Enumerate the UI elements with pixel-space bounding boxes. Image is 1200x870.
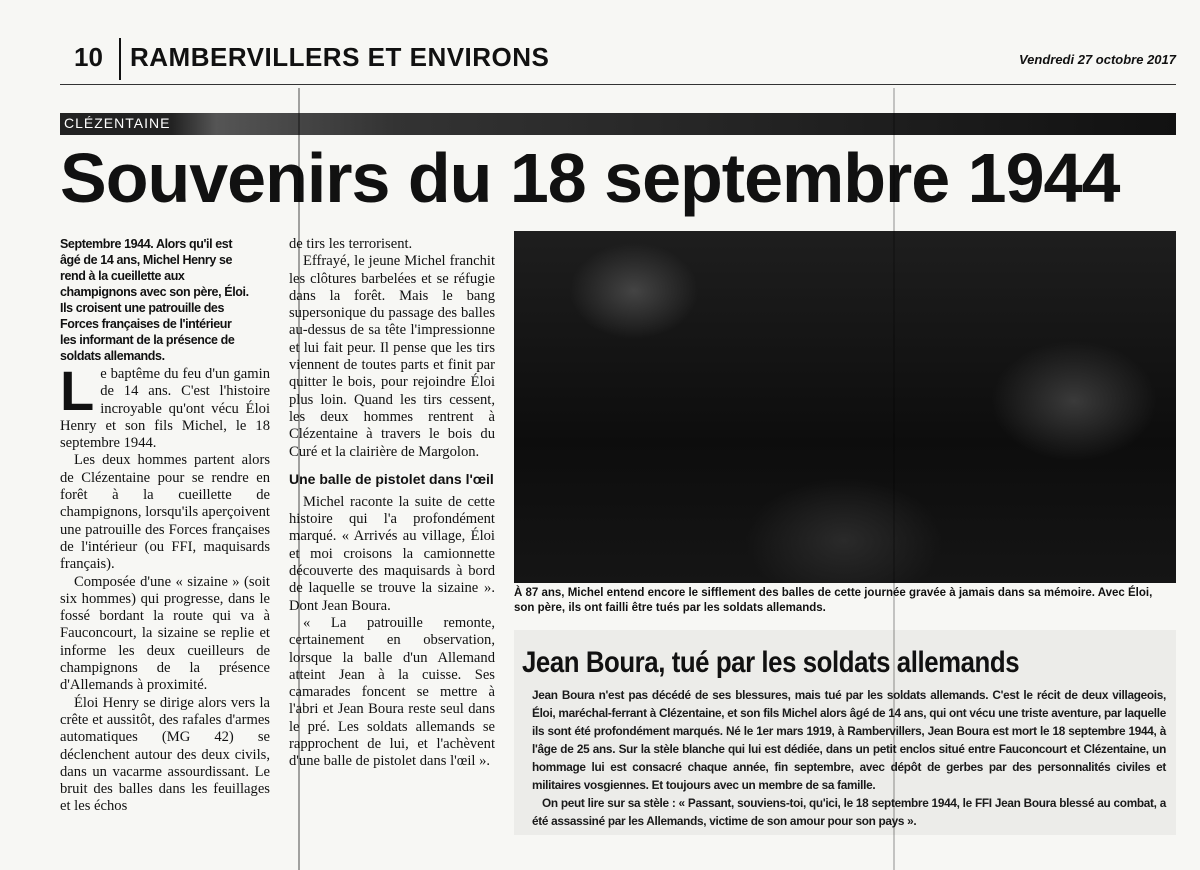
section-title: RAMBERVILLERS ET ENVIRONS [130,42,550,72]
article-column-2 [289,236,495,771]
paragraph: Effrayé, le jeune Michel franchit les clôtures barbelées et se réfugie dans la forêt. Mais le bang supersonique du passage des balles au-dessus de sa tête l'impressionne et lui fait peur. Il pense que les tirs viennent de toutes parts et finit par quitter le bois, pour rejoindre Éloi plus loin. Quand les tirs cessent, les deux hommes rentrent à Clézentaine à travers le bois du Curé et la clairière de Margolon. [289,253,495,460]
photo-caption: À 87 ans, Michel entend encore le sifflement des balles de cette journée gravée à jamais dans sa mémoire. Avec Éloi, son père, ils ont failli être tués par les soldats allemands. [514,587,1153,614]
scan-fold-line [893,88,895,870]
sidebar-title: Jean Boura, tué par les soldats allemands [522,646,1020,679]
dropcap: L [60,359,95,422]
chapo: Septembre 1944. Alors qu'il est âgé de 14 ans, Michel Henry se rend à la cueillette aux champignons avec son père, Éloi. Ils croisent une patrouille des Forces françaises de l'intérieur les informant de la présence de soldats allemands. [60,237,249,363]
paragraph: Le baptême du feu d'un gamin de 14 ans. C'est l'histoire incroyable qu'ont vécu Éloi Henry et son fils Michel, le 18 septembre 1944. [60,359,270,452]
header-separator [119,38,121,80]
paragraph: On peut lire sur sa stèle : « Passant, souviens-toi, qu'ici, le 18 septembre 1944, le FFI Jean Boura blessé au combat, a été assassiné par les Allemands, victime de son amour pour son pays ». [532,796,1166,828]
paragraph: Michel raconte la suite de cette histoire qui l'a profondément marqué. « Arrivés au village, Éloi et moi croisons la camionnette découverte des maquisards à bord de laquelle se trouve la sizaine ». Dont Jean Boura. [289,493,495,614]
paragraph: Composée d'une « sizaine » (soit six hommes) qui progresse, dans le fossé bordant la route qui va à Fauconcourt, la sizaine se replie et informe les deux cueilleurs de champignons de la présence d'Allemands à proximité. [60,573,270,694]
sidebar-text [532,686,1166,830]
subhead: Une balle de pistolet dans l'œil [289,470,494,487]
paragraph: Jean Boura n'est pas décédé de ses blessures, mais tué par les soldats allemands. C'est le récit de deux villageois, Éloi, maréchal-ferrant à Clézentaine, et son fils Michel alors âgé de 14 ans, qui ont vécu une triste aventure, par laquelle ils sont été profondément marqués. Né le 1er mars 1919, à Rambervillers, Jean Boura est mort le 18 septembre 1944, à l'âge de 25 ans. Sur la stèle blanche qui lui est dédiée, dans un petit enclos situé entre Fauconcourt et Clézentaine, un hommage lui est consacré chaque année, fin septembre, avec dépôt de gerbes par des personnalités civiles et militaires vosgiennes. Et toujours avec un membre de sa famille. [532,688,1166,792]
page-number: 10 [74,42,103,72]
issue-date: Vendredi 27 octobre 2017 [1018,52,1176,67]
kicker-label: CLÉZENTAINE [64,115,171,131]
article-photo [514,231,1176,583]
article-column-1 [60,359,270,816]
paragraph: Les deux hommes partent alors de Clézentaine pour se rendre en forêt à la cueillette de champignons, lorsqu'ils aperçoivent une patrouille des Forces françaises de l'intérieur (ou FFI, maquisards français). [60,452,270,573]
paragraph: de tirs les terrorisent. [289,236,413,252]
kicker-bar [60,113,1176,135]
scan-fold-line [298,88,300,870]
paragraph: Éloi Henry se dirige alors vers la crête et aussitôt, des rafales d'armes automatiques (MG 42) se déclenchent autour des deux civils, dans un vacarme assourdissant. Le bruit des balles dans les feuillages et les échos [60,694,270,815]
header-rule [60,84,1176,85]
headline: Souvenirs du 18 septembre 1944 [60,139,1120,217]
paragraph: « La patrouille remonte, certainement en observation, lorsque la balle d'un Allemand atteint Jean à la cuisse. Ses camarades foncent se mettre à l'abri et Jean Boura reste seul dans le pré. Les soldats allemands se rapprochent de lui, et l'achèvent d'une balle de pistolet dans l'œil ». [289,614,495,770]
